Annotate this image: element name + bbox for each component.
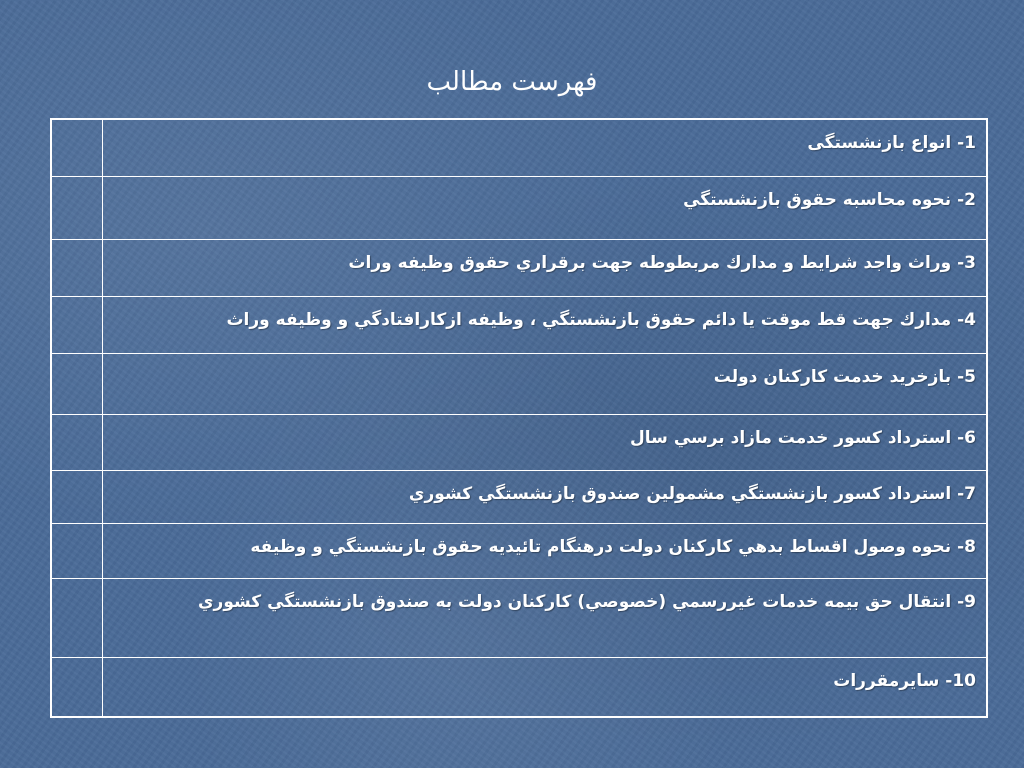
toc-row (51, 353, 987, 414)
toc-empty-cell (51, 239, 103, 296)
toc-row (51, 239, 987, 296)
toc-item[interactable]: 3- وراث واجد شرايط و مدارك مربطوطه جهت برقراري حقوق وظيفه وراث (103, 239, 988, 296)
toc-item[interactable]: 2- نحوه محاسبه حقوق بازنشستگي (103, 176, 988, 239)
toc-empty-cell (51, 523, 103, 578)
toc-row (51, 523, 987, 578)
toc-item[interactable]: 4- مدارك جهت قط موقت يا دائم حقوق بازنشستگي ، وظيفه ازكارافتادگي و وظيفه وراث (103, 296, 988, 353)
toc-empty-cell (51, 119, 103, 176)
toc-empty-cell (51, 470, 103, 523)
toc-row (51, 414, 987, 470)
toc-row (51, 296, 987, 353)
toc-row (51, 176, 987, 239)
toc-row (51, 578, 987, 657)
toc-empty-cell (51, 657, 103, 717)
toc-item[interactable]: 7- استرداد كسور بازنشستگي مشمولين صندوق بازنشستگي كشوري (103, 470, 988, 523)
toc-row (51, 470, 987, 523)
toc-item[interactable]: 10- سايرمقررات (103, 657, 988, 717)
toc-empty-cell (51, 578, 103, 657)
toc-item[interactable]: 8- نحوه وصول اقساط بدهي كاركنان دولت درهنگام تائيديه حقوق بازنشستگي و وظيفه (103, 523, 988, 578)
slide-title: فهرست مطالب (426, 67, 598, 97)
toc-empty-cell (51, 353, 103, 414)
toc-row (51, 119, 987, 176)
toc-empty-cell (51, 176, 103, 239)
toc-item[interactable]: 6- استرداد كسور خدمت مازاد برسي سال (103, 414, 988, 470)
toc-item[interactable]: 5- بازخريد خدمت كاركنان دولت (103, 353, 988, 414)
toc-empty-cell (51, 414, 103, 470)
toc-item[interactable]: 9- انتقال حق بيمه خدمات غيررسمي (خصوصي) كاركنان دولت به صندوق بازنشستگي كشوري (103, 578, 988, 657)
toc-row (51, 657, 987, 717)
toc-table (50, 118, 988, 718)
toc-empty-cell (51, 296, 103, 353)
toc-item[interactable]: 1- انواع بازنشستگی (103, 119, 988, 176)
